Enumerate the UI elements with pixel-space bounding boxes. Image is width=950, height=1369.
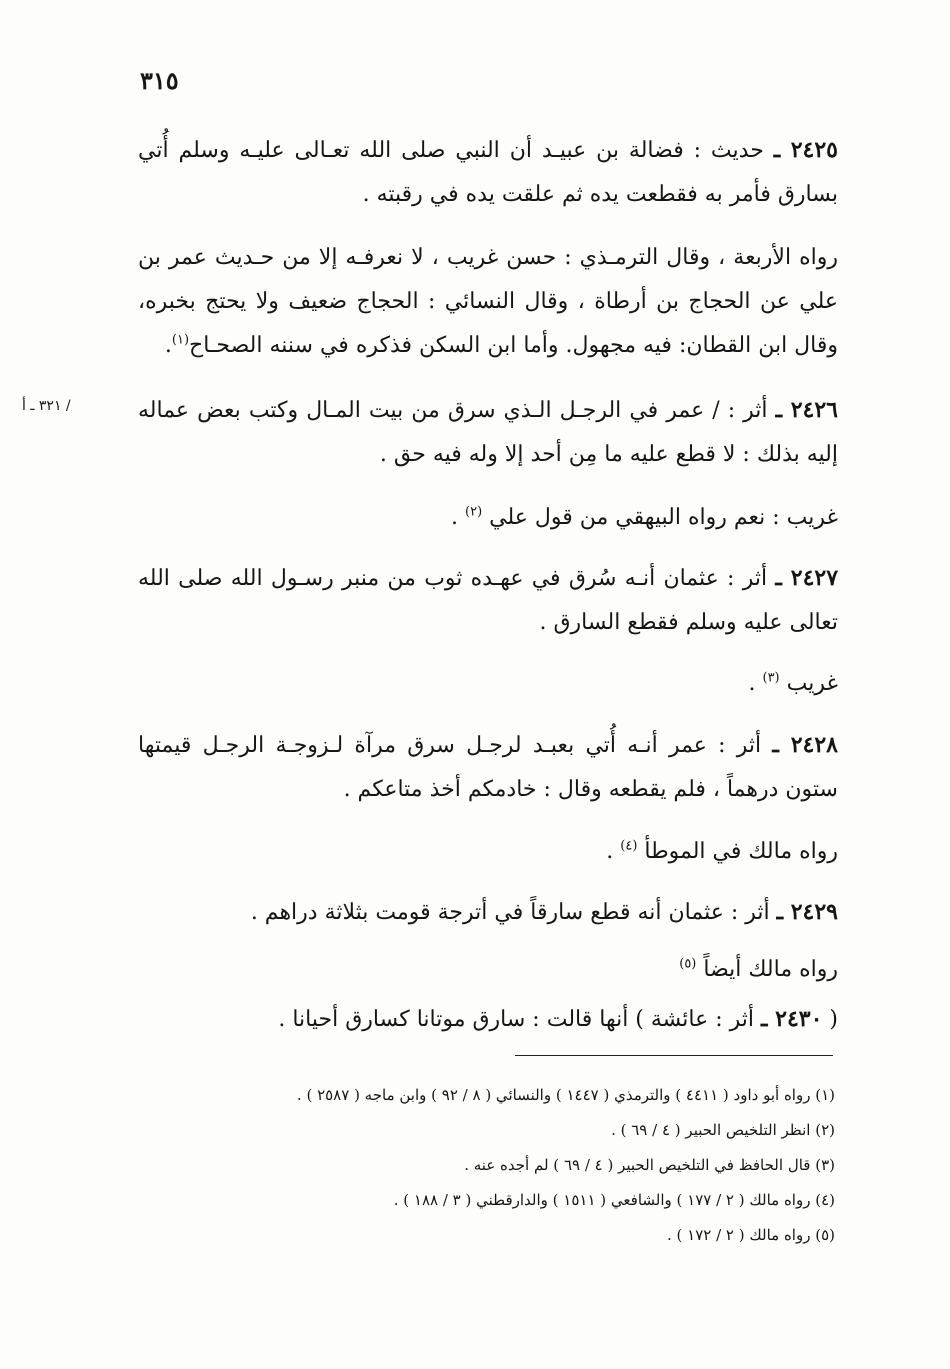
footnote-2: (٢) انظر التلخيص الحبير ( ٤ / ٦٩ ) .: [611, 1121, 835, 1139]
commentary-2427: [138, 662, 838, 706]
hadith-2428: [138, 723, 838, 812]
footnotes: [180, 1078, 835, 1253]
hadith-number: ٢٤٢٩ ـ: [776, 899, 838, 925]
margin-manuscript-reference: / ٣٢١ ـ أ: [22, 398, 71, 414]
page-number: ٣١٥: [140, 66, 179, 95]
commentary-text: غريب : نعم رواه البيهقي من قول علي: [489, 505, 838, 530]
commentary-text: رواه مالك أيضاً: [703, 957, 838, 982]
commentary-2429: [138, 948, 838, 992]
hadith-text: أثر : / عمر في الرجـل الـذي سرق من بيت المـال وكتب بعض عماله إليه بذلك : لا قطع عليه ما مِن أحد إلا وله فيه حق .: [138, 398, 838, 467]
hadith-2425: [138, 128, 838, 217]
footnote-1: (١) رواه أبو داود ( ٤٤١١ ) والترمذي ( ١٤٤٧ ) والنسائي ( ٨ / ٩٢ ) وابن ماجه ( ٢٥٨٧ ) .: [296, 1086, 835, 1104]
footnote-ref-1: (١): [171, 332, 190, 348]
sentence-end: .: [748, 671, 756, 696]
hadith-text: أثر : عثمان أنه قطع سارقاً في أترجة قومت بثلاثة دراهم .: [250, 900, 770, 925]
hadith-number: ٢٤٢٧ ـ: [775, 565, 839, 591]
footnote-ref-4: (٤): [620, 838, 638, 854]
hadith-text: أثر : عائشة ) أنها قالت : سارق موتانا كسارق أحيانا .: [278, 1007, 755, 1032]
sentence-end: .: [164, 333, 172, 358]
commentary-2425: [138, 236, 838, 368]
footnote-5: (٥) رواه مالك ( ٢ / ١٧٢ ) .: [666, 1226, 835, 1244]
footnote-ref-5: (٥): [679, 956, 697, 972]
commentary-text: رواه مالك في الموطأ: [644, 839, 838, 864]
hadith-number: ٢٤٢٥ ـ: [773, 137, 838, 163]
hadith-2426: [138, 388, 838, 477]
commentary-text: رواه الأربعة ، وقال الترمـذي : حسن غريب ، لا نعرفـه إلا من حـديث عمر بن علي عن الحجاج بن أرطاة ، وقال النسائي : الحجاج ضعيف ولا يحتج بخبره، وقال ابن القطان: فيه مجهول. وأما ابن السكن فذكره في سننه الصحـاح: [138, 245, 838, 358]
hadith-number: ٢٤٢٦ ـ: [775, 397, 838, 423]
commentary-2428: [138, 830, 838, 874]
hadith-text: حديث : فضالة بن عبيـد أن النبي صلى الله تعـالى عليـه وسلم أُتي بسارق فأمر به فقطعت يده ثم علقت يده في رقبته .: [138, 138, 838, 207]
hadith-text: أثر : عثمان أنـه سُرق في عهـده ثوب من منبر رسـول الله صلى الله تعالى عليه وسلم فقطع السارق .: [138, 566, 838, 635]
footnote-4: (٤) رواه مالك ( ٢ / ١٧٧ ) والشافعي ( ١٥١١ ) والدارقطني ( ٣ / ١٨٨ ) .: [393, 1191, 835, 1209]
hadith-number: ٢٤٢٨ ـ: [772, 732, 838, 758]
hadith-text: أثر : عمر أنـه أُتي بعبـد لرجـل سرق مرآة لـزوجـة الرجـل قيمتها ستون درهماً ، فلم يقطعه وقال : خادمكم أخذ متاعكم .: [138, 733, 838, 802]
hadith-2430: [138, 997, 838, 1042]
footnote-ref-3: (٣): [762, 670, 780, 686]
hadith-2427: [138, 556, 838, 645]
footnote-3: (٣) قال الحافظ في التلخيص الحبير ( ٤ / ٦٩ ) لم أجده عنه .: [464, 1156, 835, 1174]
commentary-text: غريب: [786, 671, 838, 696]
commentary-2426: [138, 496, 838, 540]
open-parenthesis: (: [829, 1007, 838, 1032]
hadith-2429: [138, 890, 838, 935]
footnote-ref-2: (٢): [465, 504, 483, 520]
footnote-separator: [515, 1055, 833, 1056]
hadith-number: ٢٤٣٠ ـ: [761, 1006, 823, 1032]
sentence-end: .: [451, 505, 459, 530]
sentence-end: .: [606, 839, 614, 864]
